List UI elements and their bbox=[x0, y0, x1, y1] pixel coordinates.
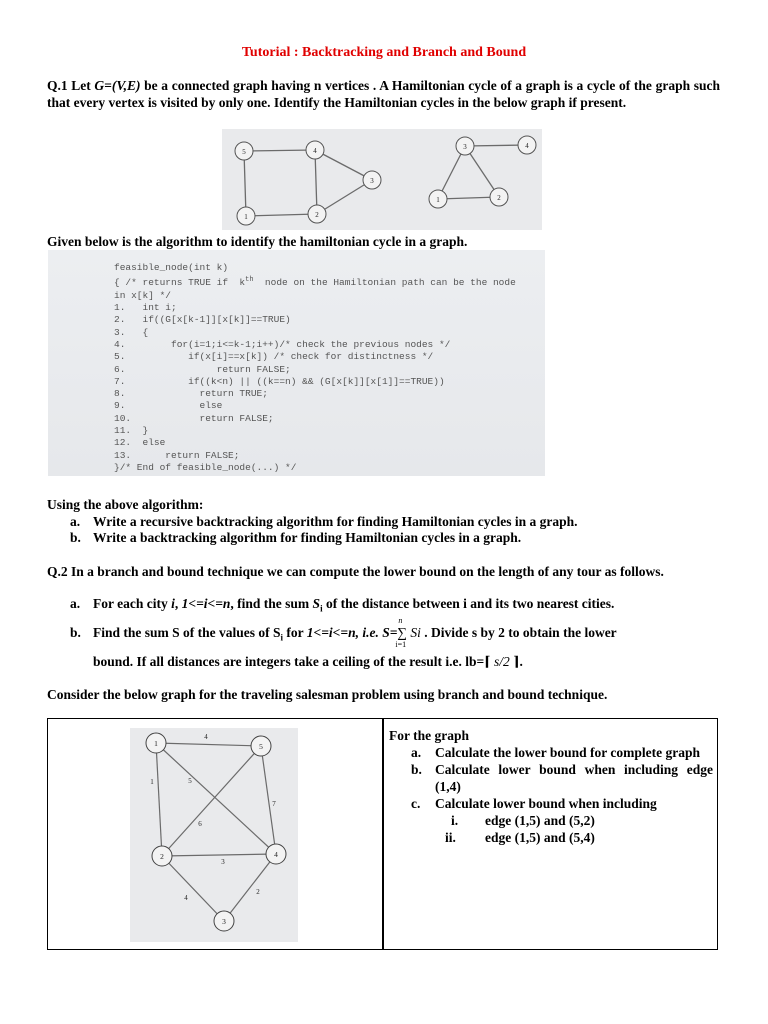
code-line: feasible_node(int k) bbox=[114, 262, 229, 273]
tsp-graph-figure bbox=[130, 728, 298, 942]
edge-weight: 2 bbox=[256, 888, 260, 896]
tsp-node-label: 1 bbox=[154, 739, 158, 748]
tsp-task-a: a. Calculate the lower bound for complete graph bbox=[411, 745, 700, 760]
tsp-subtask-i: i. edge (1,5) and (5,2) bbox=[451, 813, 595, 828]
q2-item-a: a. For each city i, 1<=i<=n, find the sum $S_i$ of the distance between i and its two nearest cities. bbox=[70, 596, 615, 614]
code-line: 8. return TRUE; bbox=[114, 388, 268, 400]
hamiltonian-graphs-figure bbox=[222, 129, 542, 230]
code-line: 12. else bbox=[114, 437, 166, 449]
using-heading: Using the above algorithm: bbox=[47, 497, 204, 512]
node-label: 1 bbox=[436, 196, 440, 204]
edge-weight: 6 bbox=[198, 820, 202, 828]
summation: n ∑ i=1 bbox=[395, 616, 408, 649]
tsp-tasks bbox=[389, 727, 713, 846]
hamiltonian-graphs-svg bbox=[222, 129, 542, 230]
page-title: Tutorial : Backtracking and Branch and Bound bbox=[241, 45, 527, 60]
tsp-subtask-ii: ii. edge (1,5) and (5,4) bbox=[445, 830, 595, 845]
q1-item-b: b. Write a backtracking algorithm for finding Hamiltonian cycles in a graph. bbox=[70, 530, 522, 545]
node-label: 2 bbox=[497, 194, 501, 202]
code-line: 11. } bbox=[114, 425, 149, 437]
code-line: 4. for(i=1;i<=k-1;i++)/* check the previous nodes */ bbox=[114, 338, 451, 350]
for-graph-heading: For the graph bbox=[389, 728, 469, 743]
code-line: 7. if((k<n) || ((k==n) && (G[x[k]][x[1]]==TRUE)) bbox=[114, 375, 445, 387]
node-label: 1 bbox=[244, 213, 248, 221]
tsp-task-c: c. Calculate lower bound when including bbox=[411, 796, 657, 811]
code-line: }/* End of feasible_node(...) */ bbox=[114, 461, 297, 473]
q1-lead: Q.1 Let bbox=[47, 78, 95, 93]
algorithm-code bbox=[114, 262, 516, 474]
node-label: 4 bbox=[313, 147, 317, 155]
code-line: 9. else bbox=[114, 400, 223, 412]
q2-item-b: b. Find the sum S of the values of $S_i$ for 1<=i<=n, i.e. S= n ∑ i=1 Si . Divide s by 2 to obtain the lower bbox=[70, 616, 617, 649]
code-line: 5. if(x[i]==x[k]) /* check for distinctness */ bbox=[114, 351, 434, 363]
code-line: in x[k] */ bbox=[114, 289, 172, 301]
tsp-node-label: 5 bbox=[259, 742, 263, 751]
algorithm-code-figure bbox=[48, 250, 545, 476]
node-label: 3 bbox=[463, 143, 467, 151]
edge-weight: 7 bbox=[272, 800, 276, 808]
algorithm-intro: Given below is the algorithm to identify the hamiltonian cycle in a graph. bbox=[47, 234, 468, 249]
edge-weight: 1 bbox=[150, 778, 154, 786]
code-line: 2. if((G[x[k-1]][x[k]]==TRUE) bbox=[114, 314, 291, 326]
edge-weight: 4 bbox=[184, 894, 188, 902]
q2-question: Q.2 In a branch and bound technique we can compute the lower bound on the length of any tour as follows. bbox=[47, 564, 664, 579]
node-label: 3 bbox=[370, 177, 374, 185]
code-line: 1. int i; bbox=[114, 302, 177, 314]
q1-item-a: a. Write a recursive backtracking algorithm for finding Hamiltonian cycles in a graph. bbox=[70, 514, 578, 529]
tsp-node-label: 4 bbox=[274, 850, 278, 859]
graph-definition: G=(V,E) bbox=[94, 78, 141, 93]
tsp-graph-svg bbox=[130, 728, 298, 942]
code-line: 6. return FALSE; bbox=[114, 363, 291, 375]
q1-question bbox=[47, 77, 720, 111]
edge-weight: 3 bbox=[221, 858, 225, 866]
edge-weight: 5 bbox=[188, 777, 192, 785]
q1-text: be a connected graph having n vertices . A Hamiltonian cycle of a graph is a cycle of the graph such that every vertex is visited by only one. Identify the Hamiltonian cycles in the below graph if present. bbox=[47, 78, 720, 110]
code-line: 3. { bbox=[114, 326, 149, 338]
edge-weight: 4 bbox=[204, 733, 208, 741]
tsp-intro: Consider the below graph for the traveling salesman problem using branch and bound technique. bbox=[47, 687, 608, 702]
code-line: { /* returns TRUE if $k^{th}$ node on the Hamiltonian path can be the node bbox=[114, 276, 516, 289]
code-line: 13. return FALSE; bbox=[114, 449, 240, 461]
q2-item-b-line2: bound. If all distances are integers take a ceiling of the result i.e. lb=⌈ s/2 ⌉. bbox=[93, 654, 523, 669]
code-line: 10. return FALSE; bbox=[114, 412, 274, 424]
tsp-node-label: 3 bbox=[222, 917, 226, 926]
tsp-node-label: 2 bbox=[160, 852, 164, 861]
tsp-table-divider bbox=[382, 718, 384, 950]
node-label: 2 bbox=[315, 211, 319, 219]
tsp-task-b: b. Calculate lower bound when including edge (1,4) bbox=[411, 762, 713, 794]
node-label: 4 bbox=[525, 142, 529, 150]
node-label: 5 bbox=[242, 148, 246, 156]
